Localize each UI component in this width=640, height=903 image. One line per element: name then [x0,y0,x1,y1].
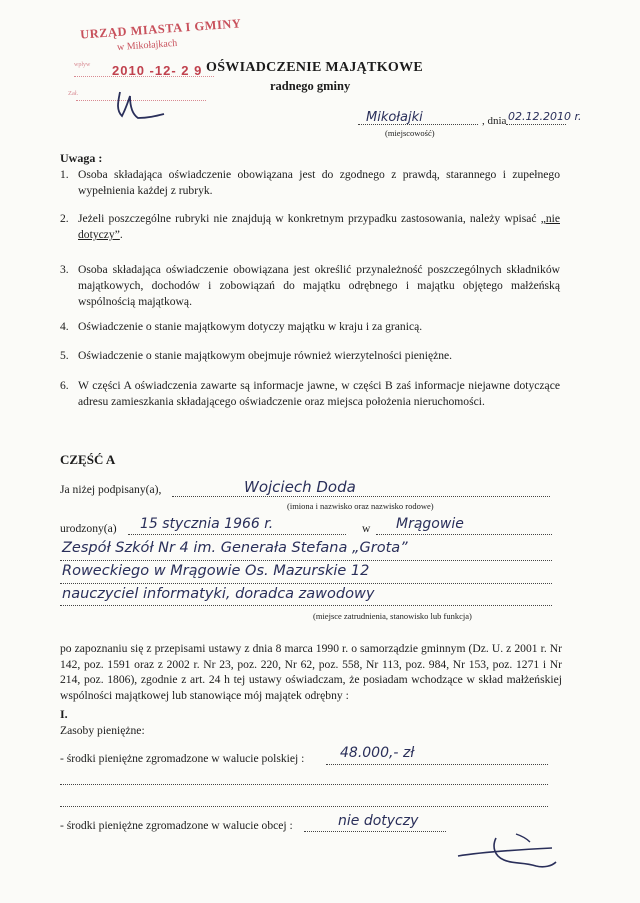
employment-dotline [60,605,552,606]
pln-label: - środki pieniężne zgromadzone w walucie polskiej : [60,752,305,765]
employment-dotline [60,560,552,561]
note-text: Osoba składająca oświadczenie obowiązana jest określić przynależność poszczególnych składników majątkowych, dochodów i zobowiązań do majątku odrębnego i majątku objętego małżeńską wspólnością majątkową. [78,263,560,308]
employment-dotline [60,583,552,584]
place-value: Mikołajki [366,110,423,125]
note-text: Jeżeli poszczególne rubryki nie znajdują w konkretnym przypadku zastosowania, należy wpisać „nie dotyczy”. [78,212,560,241]
foreign-dotline [304,831,446,832]
signer-label: Ja niżej podpisany(a), [60,483,162,496]
note-number: 2. [60,212,69,225]
note-item [60,348,560,364]
pln-dotline [326,764,548,765]
born-date-value: 15 stycznia 1966 r. [140,516,274,532]
page-subtitle: radnego gminy [270,79,351,93]
note-text: W części A oświadczenia zawarte są informacje jawne, w części B zaś informacje niejawne dotyczące adresu zamieszkania składającego oświadczenie oraz miejsca położenia nieruchomości. [78,379,560,408]
place-caption: (miejscowość) [385,128,435,138]
foreign-label: - środki pieniężne zgromadzone w walucie obcej : [60,819,293,832]
blank-dotline [60,806,548,807]
born-date-dotline [128,534,346,535]
born-place-value: Mrągowie [396,516,464,532]
note-item [60,167,560,199]
legal-paragraph: po zapoznaniu się z przepisami ustawy z dnia 8 marca 1990 r. o samorządzie gminnym (Dz. U. z 2001 r. Nr 142, poz. 1591 oraz z 2002 r. Nr 23, poz. 220, Nr 62, poz. 558, Nr 113, poz. 984, Nr 153, poz. 1271 i Nr 214, poz. 1806), zgodnie z art. 24 h tej ustawy oświadczam, że posiadam wchodzące w skład małżeńskiej wspólności majątkowej lub stanowiące mój majątek odrębny : [60,642,562,702]
signer-value: Wojciech Doda [244,478,356,496]
employment-line-3: nauczyciel informatyki, doradca zawodowy [62,586,375,602]
employment-line-2: Roweckiego w Mrągowie Os. Mazurskie 12 [62,563,370,579]
pln-value: 48.000,- zł [340,745,415,761]
stamp-small2: Zał. [68,90,79,97]
stamp-date: 2010 -12- 2 9 [112,63,203,78]
stamp-signature-icon [108,88,168,124]
note-text: Oświadczenie o stanie majątkowym dotyczy majątku w kraju i za granicą. [78,320,423,333]
section-roman: I. [60,707,68,721]
signer-dotline [172,496,550,497]
employment-line-1: Zespół Szkół Nr 4 im. Generała Stefana „Grota” [62,540,408,556]
stamp-small1: wpływ [74,62,91,68]
note-item [60,319,560,335]
note-item [60,211,560,243]
date-dotline [506,124,566,125]
initials-signature-icon [452,826,562,874]
employment-caption: (miejsce zatrudnienia, stanowisko lub funkcja) [313,611,472,621]
stamp-line1: URZĄD MIASTA I GMINY [79,16,242,42]
blank-dotline [60,784,548,785]
born-place-dotline [376,534,552,535]
dnia-label: , dnia [482,115,507,127]
signer-caption: (imiona i nazwisko oraz nazwisko rodowe) [287,501,434,511]
stamp-dotline [74,76,214,77]
note-item [60,262,560,310]
note-number: 1. [60,168,69,181]
notes-heading: Uwaga : [60,151,103,165]
section-title: Zasoby pieniężne: [60,724,145,737]
born-label: urodzony(a) [60,522,117,535]
note-number: 3. [60,263,69,276]
note-text: Oświadczenie o stanie majątkowym obejmuje również wierzytelności pieniężne. [78,349,453,362]
note-number: 5. [60,349,69,362]
w-label: w [362,522,371,535]
note-number: 4. [60,320,69,333]
foreign-value: nie dotyczy [338,813,419,829]
part-a-heading: CZĘŚĆ A [60,452,116,467]
note-number: 6. [60,379,69,392]
date-value: 02.12.2010 r. [508,110,582,123]
note-item [60,378,560,410]
note-text: Osoba składająca oświadczenie obowiązana jest do zgodnego z prawdą, starannego i zupełnego wypełnienia każdej z rubryk. [78,168,560,197]
page-title: OŚWIADCZENIE MAJĄTKOWE [206,60,424,75]
stamp-line2: w Mikołajkach [116,37,178,54]
nie-dotyczy-underlined: „nie dotyczy” [78,212,560,241]
